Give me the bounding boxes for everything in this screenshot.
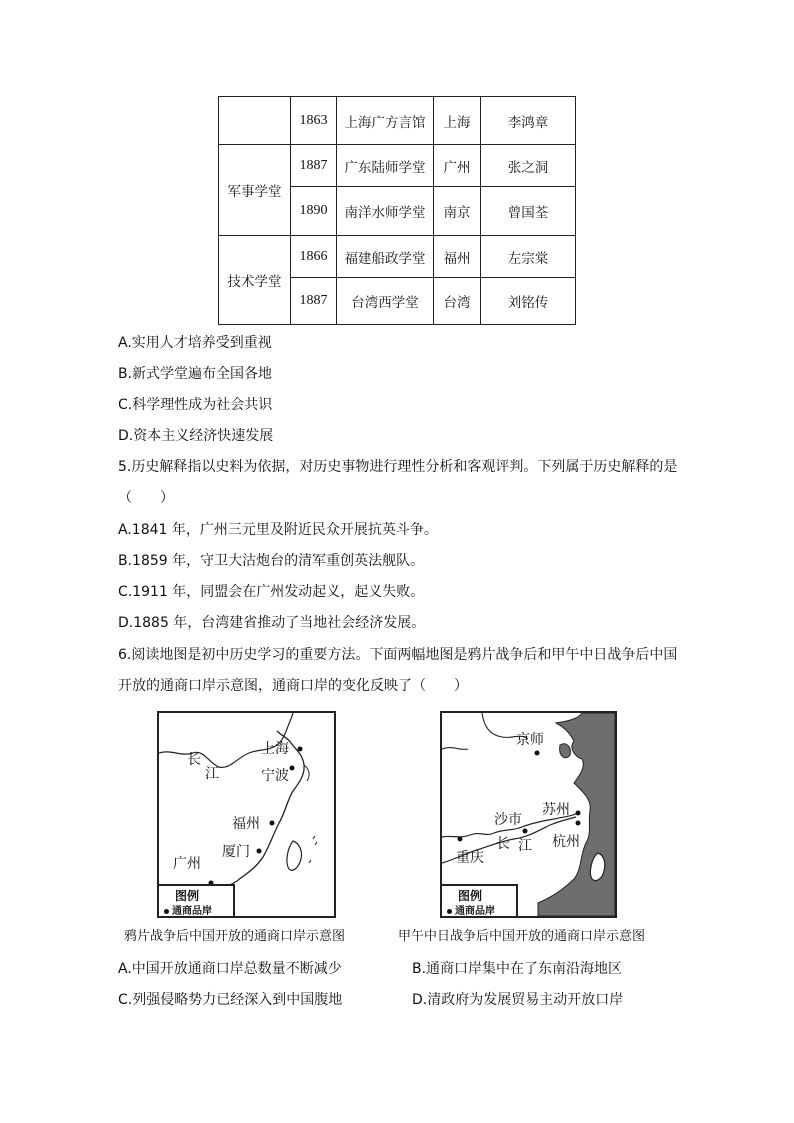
founder-cell: 李鸿章 bbox=[481, 97, 576, 145]
founder-cell: 张之洞 bbox=[481, 145, 576, 187]
founder-cell: 刘铭传 bbox=[481, 278, 576, 325]
q5-answer-paren: （ ） bbox=[118, 490, 174, 506]
school-cell: 福建船政学堂 bbox=[337, 236, 434, 278]
map-sino-japanese-war-ports bbox=[440, 711, 617, 918]
map1-label-fuzhou: 福州 bbox=[232, 816, 260, 832]
year-cell: 1887 bbox=[291, 145, 337, 187]
year-cell: 1890 bbox=[291, 187, 337, 236]
map1-label-ningbo: 宁波 bbox=[261, 768, 289, 784]
school-cell: 上海广方言馆 bbox=[337, 97, 434, 145]
map2-label-suzhou: 苏州 bbox=[542, 802, 570, 818]
map1-label-guangzhou: 广州 bbox=[173, 856, 201, 872]
group-cell-technical: 技术学堂 bbox=[219, 236, 291, 325]
port-dot-ningbo bbox=[290, 766, 295, 771]
q5-option-b[interactable]: B.1859 年，守卫大沽炮台的清军重创英法舰队。 bbox=[118, 553, 425, 569]
q4-option-a[interactable]: A.实用人才培养受到重视 bbox=[118, 335, 272, 351]
map2-legend-item: 通商品岸 bbox=[447, 902, 495, 917]
port-dot-xiamen bbox=[257, 849, 262, 854]
port-dot-suzhou bbox=[576, 811, 581, 816]
port-dot-jingshi bbox=[535, 751, 540, 756]
map2-label-chongqing: 重庆 bbox=[456, 850, 484, 866]
map1-label-shanghai: 上海 bbox=[261, 741, 289, 757]
map-opium-war-ports bbox=[157, 711, 336, 918]
q6-option-a[interactable]: A.中国开放通商口岸总数量不断减少 bbox=[118, 961, 342, 977]
school-cell: 南洋水师学堂 bbox=[337, 187, 434, 236]
q6-stem-line2: 开放的通商口岸示意图，通商口岸的变化反映了（ ） bbox=[118, 678, 468, 694]
year-cell: 1863 bbox=[291, 97, 337, 145]
port-dot-chongqing bbox=[458, 837, 463, 842]
q4-option-d[interactable]: D.资本主义经济快速发展 bbox=[118, 428, 274, 444]
q5-option-a[interactable]: A.1841 年，广州三元里及附近民众开展抗英斗争。 bbox=[118, 522, 438, 538]
map2-label-chang: 长 bbox=[496, 836, 510, 852]
port-dot-fuzhou bbox=[270, 821, 275, 826]
legend-dot-icon bbox=[447, 909, 452, 914]
legend-dot-icon bbox=[164, 909, 169, 914]
place-cell: 台湾 bbox=[434, 278, 481, 325]
place-cell: 上海 bbox=[434, 97, 481, 145]
q6-option-b[interactable]: B.通商口岸集中在了东南沿海地区 bbox=[412, 961, 623, 977]
q5-stem: 5.历史解释指以史料为依据，对历史事物进行理性分析和客观评判。下列属于历史解释的是 bbox=[118, 459, 678, 475]
q5-option-d[interactable]: D.1885 年，台湾建省推动了当地社会经济发展。 bbox=[118, 615, 426, 631]
q4-option-c[interactable]: C.科学理性成为社会共识 bbox=[118, 397, 273, 413]
map2-legend-title: 图例 bbox=[458, 889, 483, 903]
map2-label-jiang: 江 bbox=[518, 838, 532, 854]
map1-caption: 鸦片战争后中国开放的通商口岸示意图 bbox=[124, 929, 346, 944]
port-dot-hangzhou bbox=[576, 821, 581, 826]
schools-table bbox=[218, 96, 576, 325]
q5-option-c[interactable]: C.1911 年，同盟会在广州发动起义，起义失败。 bbox=[118, 584, 425, 600]
q6-option-d[interactable]: D.清政府为发展贸易主动开放口岸 bbox=[412, 992, 624, 1008]
q6-option-c[interactable]: C.列强侵略势力已经深入到中国腹地 bbox=[118, 992, 343, 1008]
q4-option-b[interactable]: B.新式学堂遍布全国各地 bbox=[118, 366, 273, 382]
place-cell: 福州 bbox=[434, 236, 481, 278]
school-cell: 台湾西学堂 bbox=[337, 278, 434, 325]
place-cell: 南京 bbox=[434, 187, 481, 236]
year-cell: 1887 bbox=[291, 278, 337, 325]
map2-label-hangzhou: 杭州 bbox=[552, 834, 580, 850]
map1-legend-item: 通商品岸 bbox=[164, 902, 212, 917]
q6-stem-line1: 6.阅读地图是初中历史学习的重要方法。下面两幅地图是鸦片战争后和甲午中日战争后中国 bbox=[118, 647, 678, 663]
map2-label-jingshi: 京师 bbox=[516, 732, 544, 748]
group-cell-empty bbox=[219, 97, 291, 145]
port-dot-shashi bbox=[523, 829, 528, 834]
map1-label-chang: 长 bbox=[187, 752, 201, 768]
school-cell: 广东陆师学堂 bbox=[337, 145, 434, 187]
map1-label-jiang: 江 bbox=[205, 766, 219, 782]
founder-cell: 曾国荃 bbox=[481, 187, 576, 236]
founder-cell: 左宗棠 bbox=[481, 236, 576, 278]
group-cell-military: 军事学堂 bbox=[219, 145, 291, 236]
map1-legend bbox=[159, 884, 235, 916]
port-dot-shanghai bbox=[298, 747, 303, 752]
place-cell: 广州 bbox=[434, 145, 481, 187]
map2-label-shashi: 沙市 bbox=[494, 812, 522, 828]
map2-caption: 甲午中日战争后中国开放的通商口岸示意图 bbox=[398, 929, 646, 944]
map1-label-xiamen: 厦门 bbox=[222, 844, 250, 860]
map2-legend bbox=[442, 884, 518, 916]
map1-legend-title: 图例 bbox=[175, 889, 200, 903]
year-cell: 1866 bbox=[291, 236, 337, 278]
